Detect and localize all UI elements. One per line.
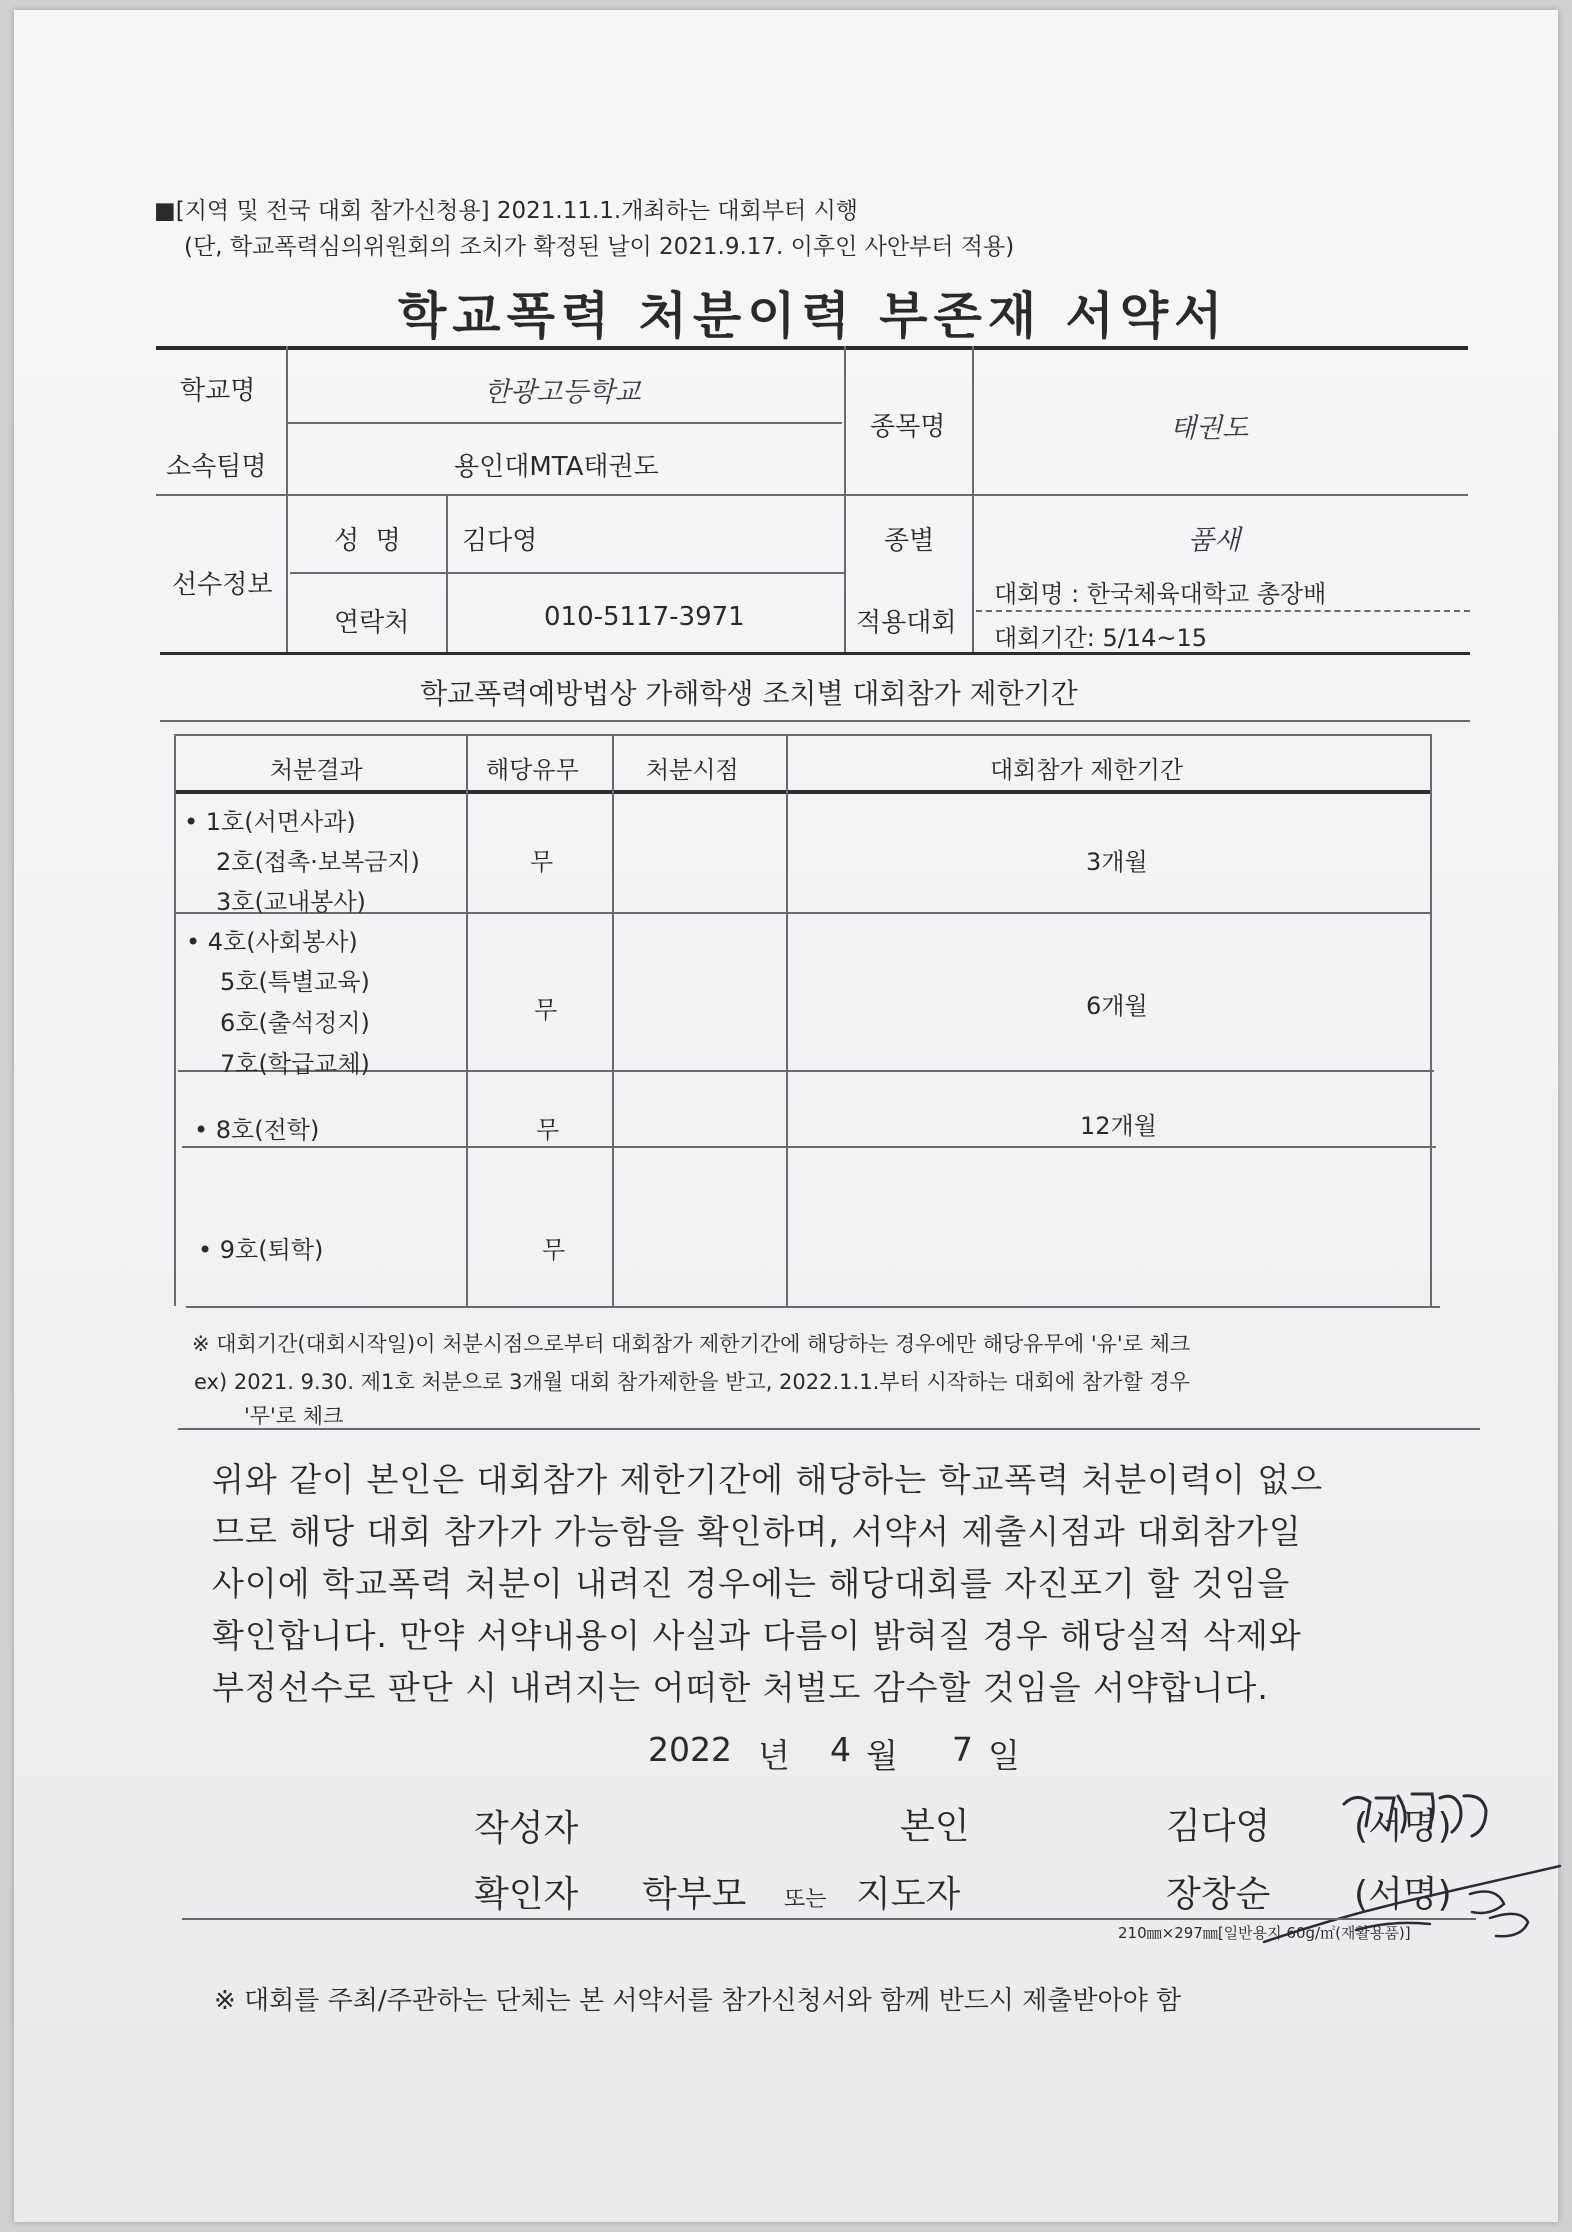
table-cell: 무	[542, 1236, 566, 1264]
confirm-sign-placeholder: (서명)	[1354, 1874, 1452, 1915]
info-divider	[446, 496, 448, 652]
notice-line-1: ■[지역 및 전국 대회 참가신청용] 2021.11.1.개최하는 대회부터 시행	[154, 198, 859, 224]
section-rule	[160, 720, 1470, 722]
table-cell: • 8호(전학)	[194, 1116, 320, 1144]
confirm-or: 또는	[784, 1887, 827, 1912]
writer-name: 김다영	[1166, 1806, 1271, 1847]
table-cell: 12개월	[1080, 1112, 1157, 1140]
sport-value: 태권도	[1170, 413, 1249, 444]
table-cell: 6개월	[1086, 992, 1148, 1020]
table-divider	[174, 734, 176, 1306]
paper-spec: 210㎜×297㎜[일반용지 60g/㎡(재활용품)]	[1118, 1924, 1411, 1942]
signature-rule	[182, 1918, 1476, 1920]
notice-line-2: (단, 학교폭력심의위원회의 조치가 확정된 날이 2021.9.17. 이후인 사안부터 적용)	[184, 234, 1015, 260]
date-month: 4	[830, 1730, 851, 1769]
writer-sign-placeholder: (서명)	[1354, 1806, 1452, 1847]
contact-label: 연락처	[334, 608, 410, 638]
contact-value: 010-5117-3971	[544, 602, 745, 632]
section-title: 학교폭력예방법상 가해학생 조치별 대회참가 제한기간	[420, 677, 1078, 710]
info-table-bottom-border	[160, 652, 1470, 655]
table-cell: 7호(학급교체)	[220, 1050, 370, 1078]
writer-role: 본인	[900, 1806, 970, 1847]
confirm-label: 확인자	[474, 1874, 579, 1915]
team-value: 용인대MTA태권도	[454, 452, 659, 482]
school-label: 학교명	[180, 376, 256, 406]
table-divider	[786, 734, 788, 1306]
school-value: 한광고등학교	[484, 377, 641, 408]
table-header: 처분시점	[646, 756, 739, 784]
info-divider	[972, 346, 974, 652]
table-cell: 3개월	[1086, 848, 1148, 876]
info-divider	[844, 346, 846, 652]
table-header: 해당유무	[486, 756, 579, 784]
table-cell: 무	[534, 996, 558, 1024]
player-info-label: 선수정보	[172, 570, 273, 600]
pledge-line: 확인합니다. 만약 서약내용이 사실과 다름이 밝혀질 경우 해당실적 삭제와	[212, 1616, 1302, 1655]
sport-label: 종목명	[870, 412, 946, 442]
date-year: 2022	[648, 1730, 732, 1769]
table-cell: 3호(교내봉사)	[216, 888, 366, 916]
table-top-border	[174, 734, 1430, 736]
event-label: 종별	[884, 526, 935, 556]
confirm-role-coach: 지도자	[856, 1874, 961, 1915]
info-divider	[286, 346, 288, 652]
footer-note: ※ 대회를 주최/주관하는 단체는 본 서약서를 참가신청서와 함께 반드시 제출받아야 함	[214, 1986, 1182, 2016]
writer-label: 작성자	[474, 1808, 579, 1849]
team-label: 소속팀명	[166, 452, 267, 482]
date-month-unit: 월	[866, 1736, 898, 1775]
table-header: 대회참가 제한기간	[990, 756, 1184, 784]
name-value: 김다영	[462, 526, 538, 556]
date-day: 7	[952, 1730, 973, 1769]
table-header: 처분결과	[270, 756, 363, 784]
info-divider	[290, 572, 846, 574]
table-cell: 2호(접촉·보복금지)	[216, 848, 420, 876]
event-value: 품새	[1188, 525, 1241, 556]
document-sheet	[14, 10, 1558, 2222]
table-cell: • 4호(사회봉사)	[186, 928, 358, 956]
table-divider	[612, 734, 614, 1306]
table-divider	[466, 734, 468, 1306]
date-year-unit: 년	[758, 1736, 790, 1775]
table-row-divider	[182, 1146, 1436, 1148]
info-table-top-border	[156, 346, 1468, 350]
handwritten-signature-writer	[1336, 1774, 1496, 1854]
table-cell: 무	[530, 848, 554, 876]
table-cell: 5호(특별교육)	[220, 968, 370, 996]
competition-period: 대회기간: 5/14~15	[994, 624, 1207, 652]
competition-name: 대회명 : 한국체육대학교 총장배	[994, 580, 1327, 608]
pledge-line: 므로 해당 대회 참가가 가능함을 확인하며, 서약서 제출시점과 대회참가일	[212, 1512, 1302, 1551]
table-cell: • 9호(퇴학)	[198, 1236, 324, 1264]
table-cell: 무	[536, 1116, 560, 1144]
pledge-line: 사이에 학교폭력 처분이 내려진 경우에는 해당대회를 자진포기 할 것임을	[212, 1564, 1291, 1603]
competition-label: 적용대회	[856, 608, 957, 638]
pledge-line: 위와 같이 본인은 대회참가 제한기간에 해당하는 학교폭력 처분이력이 없으	[212, 1460, 1324, 1499]
notes-rule	[178, 1428, 1480, 1430]
note-line-1: ※ 대회기간(대회시작일)이 처분시점으로부터 대회참가 제한기간에 해당하는 경우에만 해당유무에 '유'로 체크	[192, 1332, 1191, 1356]
confirm-name: 장창순	[1166, 1874, 1271, 1915]
table-cell: • 1호(서면사과)	[184, 808, 356, 836]
note-line-3: '무'로 체크	[244, 1404, 344, 1428]
document-title: 학교폭력 처분이력 부존재 서약서	[398, 287, 1229, 345]
info-divider	[156, 494, 1468, 496]
date-day-unit: 일	[988, 1736, 1020, 1775]
info-divider	[976, 610, 1470, 612]
table-cell: 6호(출석정지)	[220, 1009, 370, 1037]
note-line-2: ex) 2021. 9.30. 제1호 처분으로 3개월 대회 참가제한을 받고, 2022.1.1.부터 시작하는 대회에 참가할 경우	[194, 1370, 1190, 1394]
table-divider	[1430, 734, 1432, 1306]
confirm-role-parent: 학부모	[642, 1874, 747, 1915]
table-bottom-border	[186, 1306, 1440, 1308]
pledge-line: 부정선수로 판단 시 내려지는 어떠한 처벌도 감수할 것임을 서약합니다.	[212, 1668, 1269, 1707]
table-header-rule	[174, 790, 1430, 794]
name-label: 성 명	[334, 526, 401, 556]
info-divider	[286, 422, 842, 424]
